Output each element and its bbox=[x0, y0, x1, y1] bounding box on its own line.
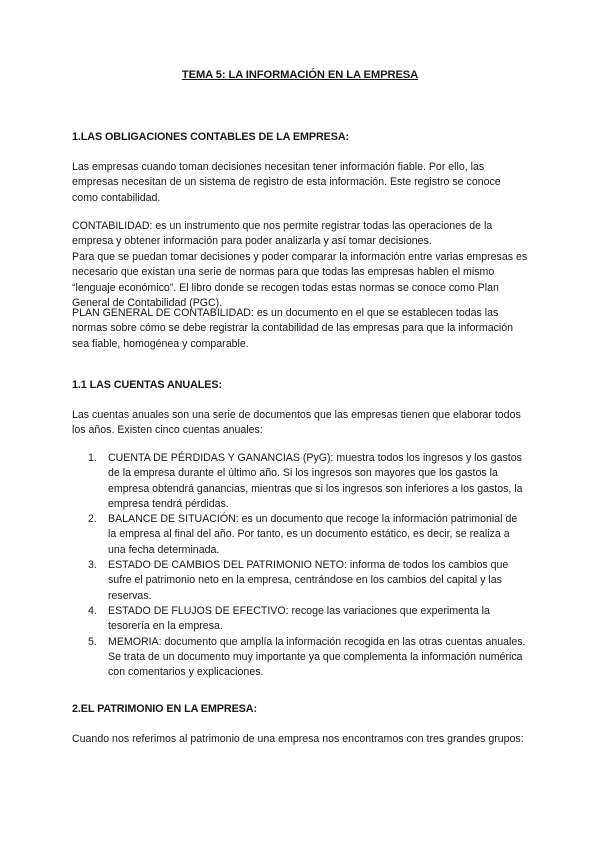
list-item-text: ESTADO DE FLUJOS DE EFECTIVO: recoge las variaciones que experimenta la tesorería en la empresa. bbox=[108, 604, 490, 633]
list-item-number: 5. bbox=[88, 635, 97, 648]
list-item-text: BALANCE DE SITUACIÓN: es un documento que recoge la información patrimonial de la empresa al final del año. Por tanto, es un documento estático, es decir, se realiza a una fecha determinada. bbox=[108, 513, 518, 556]
comparar-paragraph: Para que se puedan tomar decisiones y poder comparar la información entre varias empresas es necesario que existan una serie de normas para que todas las empresas hablen el mismo “lenguaje económico”. El libro donde se recogen todas estas normas se conoce como Plan General de Contabilidad (PGC). bbox=[72, 251, 528, 309]
section-2-heading: 2.EL PATRIMONIO EN LA EMPRESA: bbox=[72, 703, 257, 715]
section-1-intro: Las empresas cuando toman decisiones necesitan tener información fiable. Por ello, las empresas necesitan de un sistema de registro de esta información. Este registro se conoce como contabilidad. bbox=[72, 161, 501, 204]
list-item-number: 4. bbox=[88, 604, 97, 617]
list-item-text: MEMORIA: documento que amplía la información recogida en las otras cuentas anuales. Se trata de un documento muy importante ya que complementa la información numérica con comentarios y explicaciones. bbox=[108, 635, 526, 679]
list-item bbox=[84, 604, 528, 635]
section-1-1-intro: Las cuentas anuales son una serie de documentos que las empresas tienen que elaborar todos los años. Existen cinco cuentas anuales: bbox=[72, 409, 521, 437]
list-item bbox=[84, 635, 528, 681]
section-1-1-heading: 1.1 LAS CUENTAS ANUALES: bbox=[72, 379, 222, 391]
contabilidad-definition: CONTABILIDAD: es un instrumento que nos permite registrar todas las operaciones de la empresa y obtener información para poder analizarla y así tomar decisiones. bbox=[72, 220, 493, 248]
list-item-number: 3. bbox=[88, 559, 97, 572]
list-item bbox=[84, 512, 528, 558]
section-2-intro: Cuando nos referimos al patrimonio de una empresa nos encontramos con tres grandes grupos: bbox=[72, 733, 524, 745]
list-item bbox=[84, 451, 528, 512]
page-title: TEMA 5: LA INFORMACIÓN EN LA EMPRESA bbox=[181, 69, 419, 81]
list-item-number: 1. bbox=[88, 452, 97, 464]
list-item bbox=[84, 558, 528, 604]
list-item-text: ESTADO DE CAMBIOS DEL PATRIMONIO NETO: informa de todos los cambios que sufre el patrimonio neto en la empresa, centrándose en los cambios del capital y las reservas. bbox=[108, 559, 509, 602]
pgc-definition: PLAN GENERAL DE CONTABILIDAD: es un documento en el que se establecen todas las normas sobre cómo se debe registrar la contabilidad de las empresas para que la información sea fiable, homogénea y comparable. bbox=[72, 307, 514, 350]
annual-accounts-list bbox=[84, 451, 528, 680]
section-1-heading: 1.LAS OBLIGACIONES CONTABLES DE LA EMPRESA: bbox=[72, 131, 350, 143]
list-item-number: 2. bbox=[88, 513, 97, 526]
list-item-text: CUENTA DE PÉRDIDAS Y GANANCIAS (PyG): muestra todos los ingresos y los gastos de la empresa durante el último año. Si los ingresos son mayores que los gastos la empresa obtendrá ganancias, mientras que si los ingresos son inferiores a los gastos, la empresa tendrá pérdidas. bbox=[108, 452, 523, 510]
